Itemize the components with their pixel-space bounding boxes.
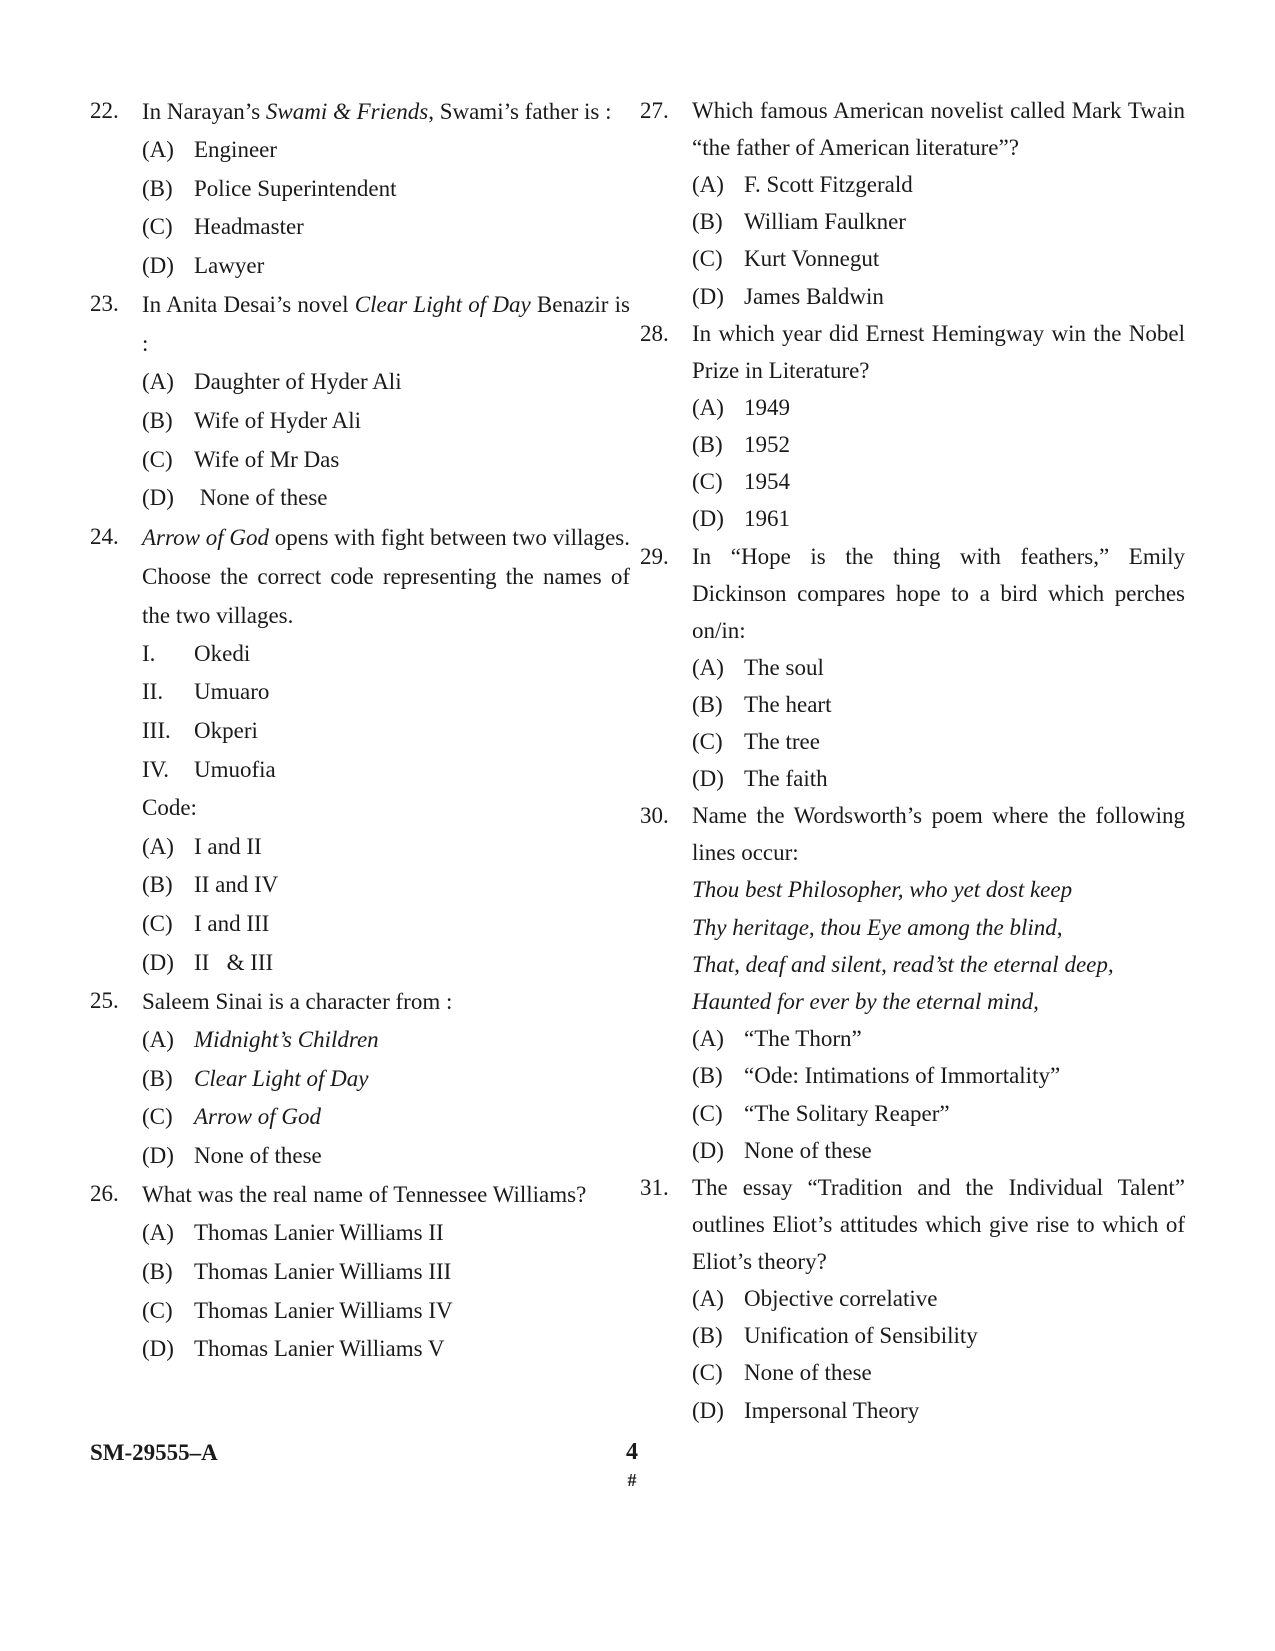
option-b: (B) Wife of Hyder Ali <box>142 407 362 433</box>
question-24 <box>90 518 630 982</box>
question-number: 26. <box>90 1181 119 1207</box>
question-text: What was the real name of Tennessee Williams? <box>142 1182 587 1208</box>
option-c: (C) 1954 <box>692 469 790 495</box>
question-text: Arrow of God opens with fight between two villages. Choose the correct code representing the names of the two villages. <box>142 524 630 628</box>
question-number: 23. <box>90 291 119 317</box>
question-text: In “Hope is the thing with feathers,” Emily Dickinson compares hope to a bird which perches on/in: <box>692 543 1185 643</box>
option-d: (D) James Baldwin <box>692 283 884 309</box>
poem-line: Haunted for ever by the eternal mind, <box>692 989 1039 1015</box>
option-a: (A) Midnight’s Children <box>142 1027 379 1053</box>
list-item: IV. Umuofia <box>142 756 276 782</box>
question-number: 24. <box>90 523 119 549</box>
question-30 <box>640 797 1185 1169</box>
list-item: I. Okedi <box>142 640 251 666</box>
option-c: (C) “The Solitary Reaper” <box>692 1100 950 1126</box>
code-label: Code: <box>142 795 197 821</box>
right-column <box>640 92 1185 1429</box>
option-a: (A) Objective correlative <box>692 1286 938 1312</box>
option-c: (C) Thomas Lanier Williams IV <box>142 1297 453 1323</box>
option-a: (A) Thomas Lanier Williams II <box>142 1220 444 1246</box>
option-c: (C) Headmaster <box>142 214 304 240</box>
question-23 <box>90 285 630 517</box>
option-d: (D) 1961 <box>692 506 790 532</box>
question-text: Saleem Sinai is a character from : <box>142 989 453 1015</box>
option-b: (B) Clear Light of Day <box>142 1065 369 1091</box>
paper-code: SM-29555–A <box>90 1440 218 1465</box>
question-number: 29. <box>640 543 669 569</box>
question-number: 25. <box>90 988 119 1014</box>
option-a: (A) Engineer <box>142 137 278 162</box>
option-b: (B) “Ode: Intimations of Immortality” <box>692 1063 1061 1089</box>
question-27 <box>640 92 1185 315</box>
question-text: Which famous American novelist called Mark Twain “the father of American literature”? <box>692 98 1185 160</box>
poem-line: Thy heritage, thou Eye among the blind, <box>692 914 1063 940</box>
page-mark: # <box>627 1470 637 1490</box>
question-text: Name the Wordsworth’s poem where the following lines occur: <box>692 803 1185 866</box>
option-b: (B) 1952 <box>692 432 790 458</box>
question-29 <box>640 538 1185 798</box>
option-c: (C) None of these <box>692 1360 872 1386</box>
question-28 <box>640 315 1185 538</box>
option-a: (A) F. Scott Fitzgerald <box>692 172 913 197</box>
option-c: (C) Wife of Mr Das <box>142 446 340 472</box>
option-d: (D) None of these <box>142 1142 322 1168</box>
option-d: (D) The faith <box>692 766 828 792</box>
option-d: (D) Lawyer <box>142 252 265 278</box>
option-b: (B) Police Superintendent <box>142 175 397 201</box>
option-b: (B) Thomas Lanier Williams III <box>142 1259 452 1285</box>
list-item: II. Umuaro <box>142 679 270 705</box>
option-d: (D) Thomas Lanier Williams V <box>142 1336 445 1362</box>
question-text: The essay “Tradition and the Individual Talent” outlines Eliot’s attitudes which give rise to which of Eliot’s theory? <box>692 1175 1185 1275</box>
option-c: (C) The tree <box>692 729 820 755</box>
question-31 <box>640 1169 1185 1429</box>
question-number: 28. <box>640 320 669 346</box>
poem-line: Thou best Philosopher, who yet dost keep <box>692 877 1073 903</box>
question-text: In Anita Desai’s novel Clear Light of Day Benazir is : <box>142 292 631 357</box>
option-a: (A) “The Thorn” <box>692 1026 862 1052</box>
list-item: III. Okperi <box>142 717 258 743</box>
option-a: (A) 1949 <box>692 394 790 420</box>
option-a: (A) I and II <box>142 833 262 859</box>
option-a: (A) Daughter of Hyder Ali <box>142 369 402 395</box>
question-number: 31. <box>640 1175 669 1201</box>
question-26 <box>90 1175 630 1368</box>
option-d: (D) None of these <box>142 485 328 511</box>
question-number: 22. <box>90 98 119 123</box>
question-text: In Narayan’s Swami & Friends, Swami’s father is : <box>142 99 612 124</box>
question-22 <box>90 92 630 285</box>
question-number: 27. <box>640 98 669 123</box>
question-25 <box>90 982 630 1175</box>
option-b: (B) Unification of Sensibility <box>692 1323 978 1349</box>
option-b: (B) The heart <box>692 691 832 717</box>
option-c: (C) Kurt Vonnegut <box>692 246 880 272</box>
option-b: (B) William Faulkner <box>692 209 906 235</box>
left-column <box>90 92 630 1369</box>
option-c: (C) Arrow of God <box>142 1104 321 1130</box>
question-text: In which year did Ernest Hemingway win the Nobel Prize in Literature? <box>692 320 1185 383</box>
option-b: (B) II and IV <box>142 872 279 898</box>
option-c: (C) I and III <box>142 910 270 936</box>
question-number: 30. <box>640 803 669 829</box>
page-number: 4 <box>626 1439 638 1465</box>
option-d: (D) II & III <box>142 949 274 975</box>
poem-line: That, deaf and silent, read’st the eternal deep, <box>692 951 1114 977</box>
option-d: (D) Impersonal Theory <box>692 1397 920 1423</box>
option-d: (D) None of these <box>692 1137 872 1163</box>
option-a: (A) The soul <box>692 654 824 680</box>
